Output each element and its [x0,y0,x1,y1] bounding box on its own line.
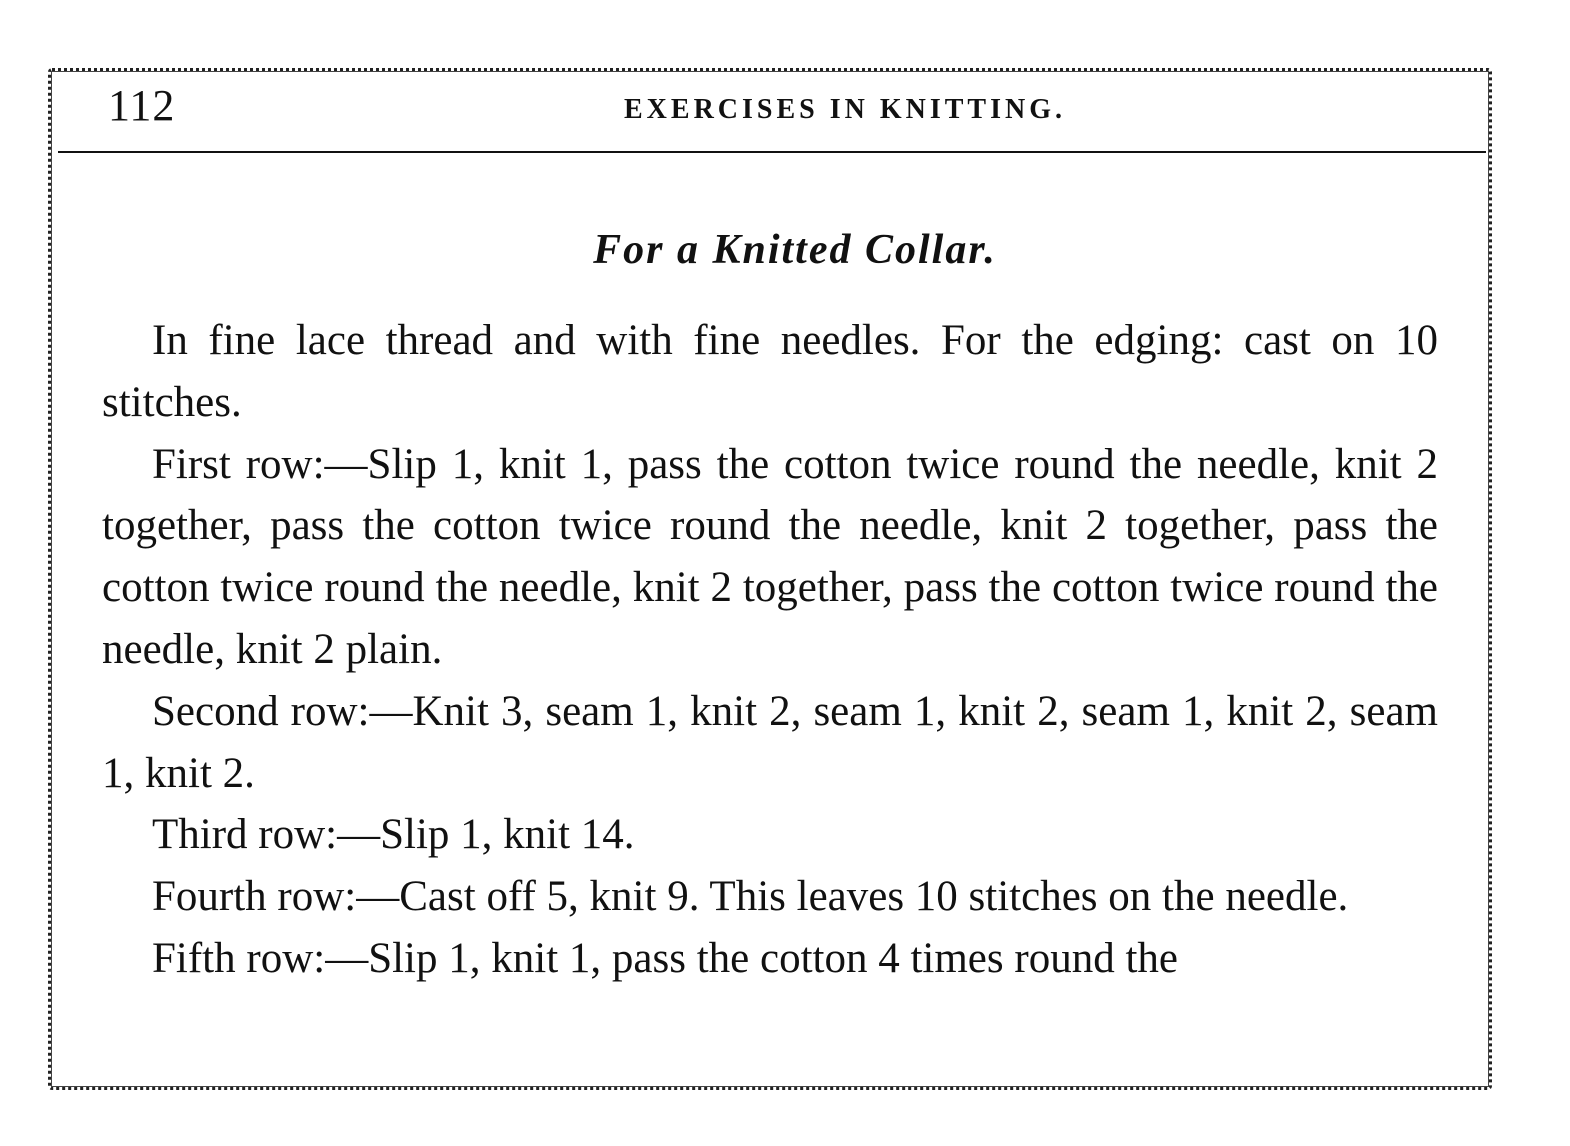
body-text [102,310,1438,990]
paragraph-fifth-row: Fifth row:—Slip 1, knit 1, pass the cotton 4 times round the [152,934,1178,982]
paragraph-intro: In fine lace thread and with fine needles. For the edging: cast on 10 stitches. [102,317,1438,426]
paragraph-second-row: Second row:—Knit 3, seam 1, knit 2, seam 1, knit 2, seam 1, knit 2, seam 1, knit 2. [102,687,1438,797]
paragraph-first-row: First row:—Slip 1, knit 1, pass the cotton twice round the needle, knit 2 together, pass the cotton twice round the needle, knit 2 together, pass the cotton twice round the needle, knit 2 together, pass the cotton twice round the needle, knit 2 plain. [102,440,1438,673]
section-title-container [0,222,1570,278]
page-number: 112 [108,81,176,130]
header-rule [58,151,1486,153]
section-title: For a Knitted Collar. [593,227,997,273]
paragraph-third-row: Third row:—Slip 1, knit 14. [152,811,635,859]
running-head: EXERCISES IN KNITTING. [624,94,1066,125]
running-head-container [0,92,1570,128]
paragraph-fourth-row: Fourth row:—Cast off 5, knit 9. This leaves 10 stitches on the needle. [152,873,1349,921]
